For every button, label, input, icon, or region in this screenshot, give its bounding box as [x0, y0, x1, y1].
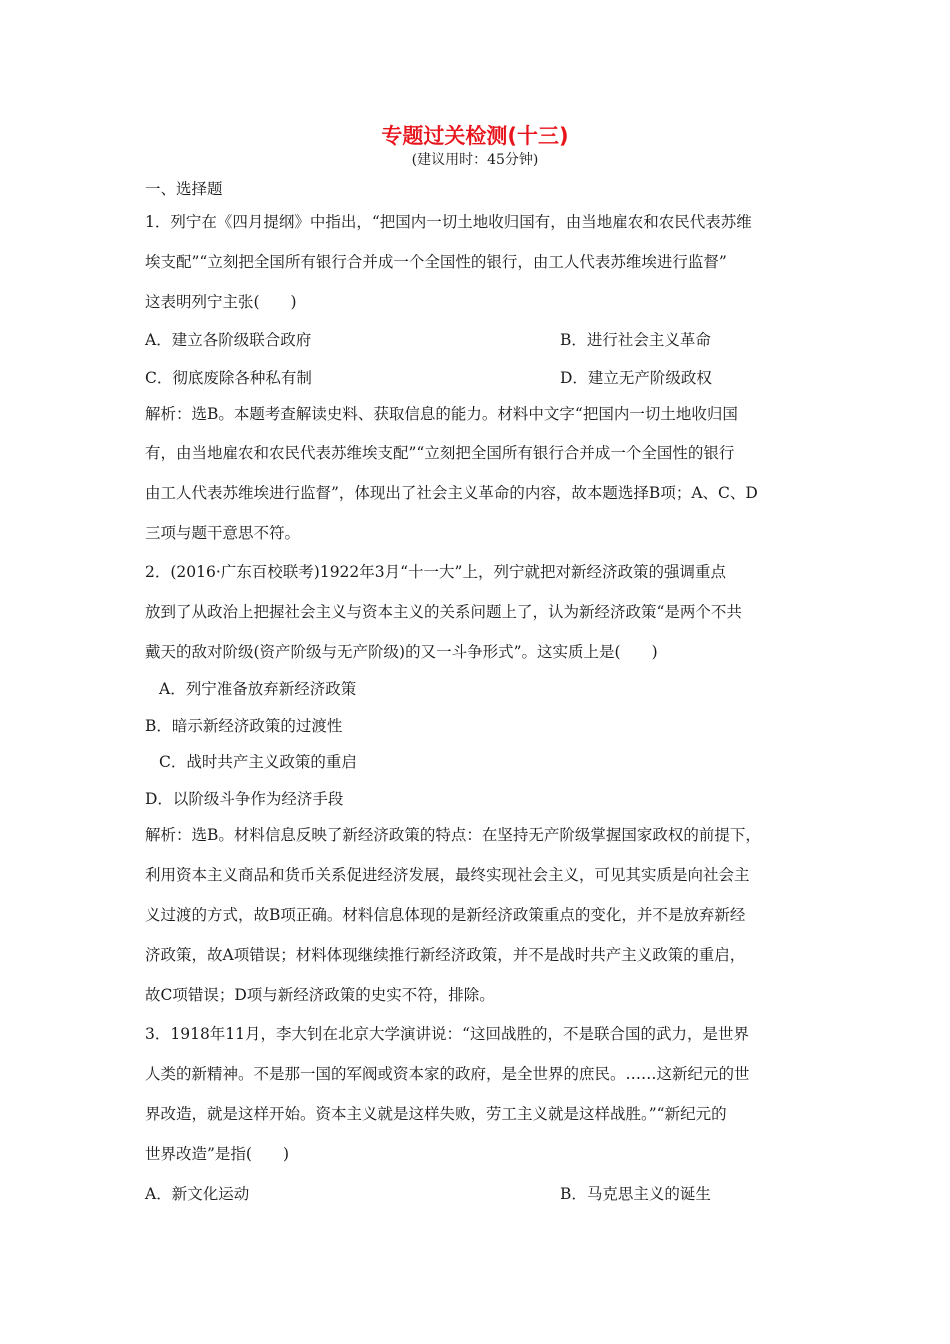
q2-stem-line: 放到了从政治上把握社会主义与资本主义的关系问题上了，认为新经济政策“是两个不共 [145, 603, 742, 621]
q3-options-row [145, 1182, 711, 1206]
page-title: 专题过关检测(十三) [381, 124, 569, 148]
q2-option-b: B．暗示新经济政策的过渡性 [145, 717, 343, 735]
q1-analysis-line: 解析：选B。本题考查解读史料、获取信息的能力。材料中文字“把国内一切土地收归国 [145, 405, 738, 423]
q2-analysis-line: 故C项错误；D项与新经济政策的史实不符，排除。 [145, 986, 495, 1004]
q2-option-c: C．战时共产主义政策的重启 [159, 753, 357, 771]
page-subtitle: (建议用时：45分钟) [411, 152, 539, 168]
q1-analysis-line: 有，由当地雇农和农民代表苏维埃支配”“立刻把全国所有银行合并成一个全国性的银行 [145, 444, 735, 462]
q3-stem-line: 3．1918年11月，李大钊在北京大学演讲说：“这回战胜的，不是联合国的武力，是世界 [145, 1025, 749, 1043]
q1-stem-line: 这表明列宁主张( ) [145, 293, 297, 311]
q1-option-b: B．进行社会主义革命 [560, 331, 711, 349]
q3-option-b: B．马克思主义的诞生 [560, 1185, 711, 1203]
q1-option-a: A．建立各阶级联合政府 [145, 331, 312, 349]
q2-option-a: A．列宁准备放弃新经济政策 [159, 680, 357, 698]
q1-option-c: C．彻底废除各种私有制 [145, 369, 312, 387]
q1-analysis-line: 由工人代表苏维埃进行监督”，体现出了社会主义革命的内容，故本题选择B项；A、C、D [145, 484, 758, 502]
q1-stem-line: 1．列宁在《四月提纲》中指出，“把国内一切土地收归国有，由当地雇农和农民代表苏维 [145, 213, 752, 231]
q2-analysis-line: 解析：选B。材料信息反映了新经济政策的特点：在坚持无产阶级掌握国家政权的前提下， [145, 826, 761, 844]
q2-analysis-line: 利用资本主义商品和货币关系促进经济发展，最终实现社会主义，可见其实质是向社会主 [145, 866, 750, 884]
q2-analysis-line: 济政策，故A项错误；材料体现继续推行新经济政策，并不是战时共产主义政策的重启， [145, 946, 746, 964]
section-heading: 一、选择题 [145, 180, 223, 198]
q1-options-row [145, 366, 712, 390]
q1-stem-line: 埃支配”“立刻把全国所有银行合并成一个全国性的银行，由工人代表苏维埃进行监督” [145, 253, 727, 271]
q3-stem-line: 人类的新精神。不是那一国的军阀或资本家的政府，是全世界的庶民。……这新纪元的世 [145, 1065, 750, 1083]
q2-option-d: D．以阶级斗争作为经济手段 [145, 790, 344, 808]
q2-analysis-line: 义过渡的方式，故B项正确。材料信息体现的是新经济政策重点的变化，并不是放弃新经 [145, 906, 746, 924]
q3-stem-line: 界改造，就是这样开始。资本主义就是这样失败，劳工主义就是这样战胜。”“新纪元的 [145, 1105, 727, 1123]
q1-options-row [145, 328, 711, 352]
q2-stem-line: 戴天的敌对阶级(资产阶级与无产阶级)的又一斗争形式”。这实质上是( ) [145, 643, 658, 661]
q1-option-d: D．建立无产阶级政权 [560, 369, 712, 387]
q3-stem-line: 世界改造”是指( ) [145, 1145, 290, 1163]
q3-option-a: A．新文化运动 [145, 1185, 250, 1203]
q1-analysis-line: 三项与题干意思不符。 [145, 524, 301, 542]
q2-stem-line: 2．(2016·广东百校联考)1922年3月“十一大”上，列宁就把对新经济政策的强调重点 [145, 563, 726, 581]
